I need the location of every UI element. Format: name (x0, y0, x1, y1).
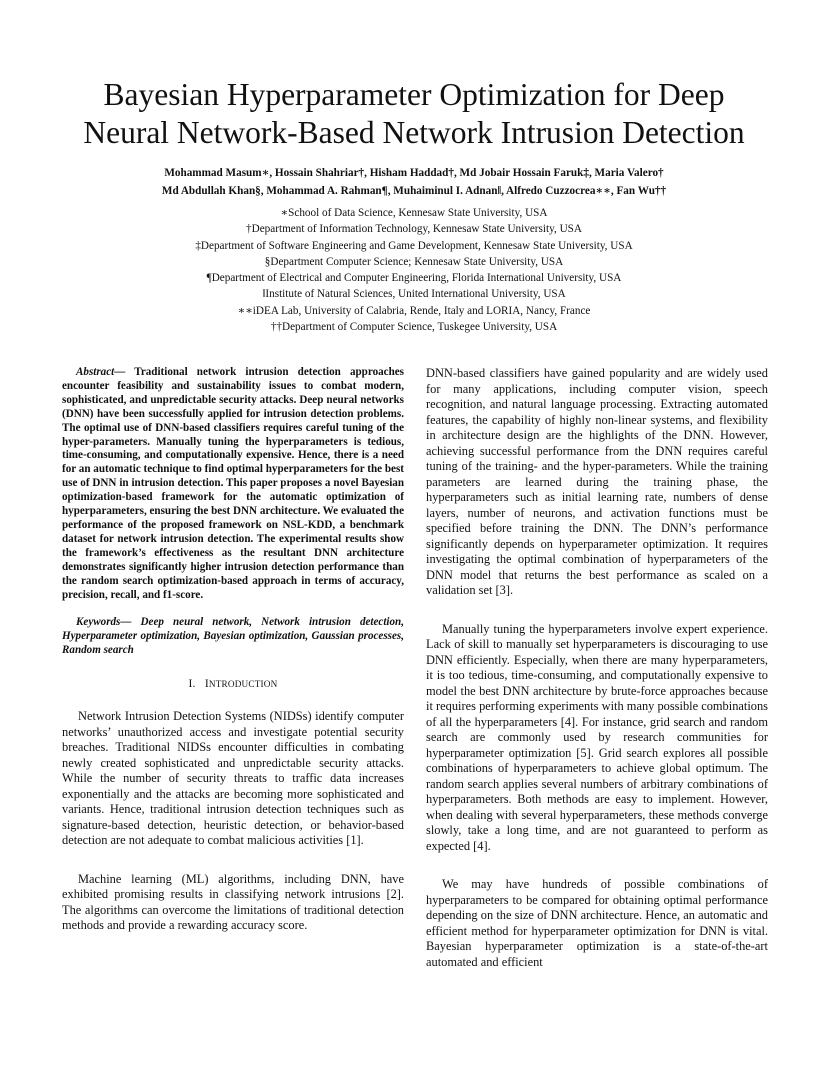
keywords (62, 616, 404, 658)
abstract (62, 366, 404, 602)
section-title-initial: I (204, 678, 209, 691)
affiliation: †Department of Information Technology, Kennesaw State University, USA (246, 223, 582, 236)
title-line-2: Neural Network-Based Network Intrusion Detection (83, 115, 745, 150)
affiliation: ‡Department of Software Engineering and Game Development, Kennesaw State University, USA (195, 239, 633, 252)
keywords-label: Keywords— (76, 616, 132, 629)
affiliation: ∗∗iDEA Lab, University of Calabria, Rende, Italy and LORIA, Nancy, France (237, 304, 591, 317)
body-paragraph: DNN-based classifiers have gained popularity and are widely used for many applications, including computer vision, speech recognition, and natural language processing. Extracting automated features, the capability of highly non-linear systems, and flexibility in architecture design are the highlights of the DNN. However, achieving successful performance from the DNN requires careful tuning of the training- and the hyper-parameters. While the training parameters are learned during the training phase, the hyperparameters such as initial learning rate, numbers of dense layers, number of neurons, and activation functions must be specified before training the DNN. The DNN’s performance significantly depends on hyperparameter optimization. It requires investigating the optimal combination of hyperparameters of the DNN model that returns the best performance as scaled on a validation set [3]. (426, 366, 768, 597)
keywords-text: Deep neural network, Network intrusion detection, Hyperparameter optimization, Bayesian optimization, Gaussian processes, Random search (62, 616, 404, 657)
section-title-rest: NTRODUCTION (208, 679, 278, 690)
affiliation: ¶Department of Electrical and Computer Engineering, Florida International University, USA (206, 272, 622, 285)
authors-line-1: Mohammad Masum∗, Hossain Shahriar†, Hisham Haddad†, Md Jobair Hossain Faruk‡, Maria Valero† (164, 167, 664, 179)
affiliation: ∗School of Data Science, Kennesaw State University, USA (280, 207, 548, 219)
authors-line-2: Md Abdullah Khan§, Mohammad A. Rahman¶, Muhaiminul I. Adnan‖, Alfredo Cuzzocrea∗∗, Fan Wu†† (161, 185, 667, 197)
body-paragraph: We may have hundreds of possible combinations of hyperparameters to be compared for obtaining optimal performance depending on the size of DNN architecture. Hence, an automatic and efficient method for hyperparameter optimization for DNN is vital. Bayesian hyperparameter optimization is a state-of-the-art automated and efficient (426, 877, 768, 969)
body-paragraph: Network Intrusion Detection Systems (NIDSs) identify computer networks’ unauthorized access and investigate potential security breaches. Traditional NIDSs encounter difficulties in combating newly created sophisticated and unpredictable security attacks. While the number of security threats to traffic data increases exponentially and the attacks are becoming more sophisticated and variants. Hence, traditional intrusion detection techniques such as signature-based detection, heuristic detection, or behavior-based detection are not adequate to combat malicious activities [1]. (62, 709, 404, 848)
title-line-1: Bayesian Hyperparameter Optimization for Deep (103, 77, 725, 112)
author-list (40, 164, 788, 200)
section-heading-introduction (62, 677, 404, 691)
abstract-label: Abstract— (76, 366, 126, 378)
affiliation: §Department Computer Science; Kennesaw State University, USA (264, 255, 564, 268)
right-column (426, 366, 768, 970)
paper-title (40, 76, 788, 152)
left-column (62, 366, 404, 934)
affiliation: ††Department of Computer Science, Tuskegee University, USA (270, 321, 558, 334)
affiliation: ‖Institute of Natural Sciences, United International University, USA (262, 288, 566, 301)
body-paragraph: Machine learning (ML) algorithms, including DNN, have exhibited promising results in classifying network intrusions [2]. The algorithms can overcome the limitations of traditional detection methods and provide a rewarding accuracy score. (62, 871, 404, 933)
body-paragraph: Manually tuning the hyperparameters involve expert experience. Lack of skill to manually set hyperparameters is discouraging to use DNN efficiently. Especially, when there are many hyperparameters, it is too tedious, time-consuming, and computationally expensive to model the best DNN architecture by brute-force approaches because it requires performing experiments with many possible combinations of all the hyperparameters [4]. For instance, grid search and random search are commonly used by research communities for hyperparameter optimization [5]. Grid search explores all possible combinations of hyperparameters to achieve global optimum. The random search applies several numbers of arbitrary combinations of hyperparameters. Both methods are easy to implement. However, when dealing with several hyperparameters, these methods converge slowly, take a long time, and are not guaranteed to perform as expected [4]. (426, 621, 768, 853)
section-number: I. (188, 678, 196, 691)
affiliation-list (40, 205, 788, 335)
abstract-text: Traditional network intrusion detection approaches encounter feasibility and sustainability issues to combat modern, sophisticated, and unpredictable security attacks. Deep neural networks (DNN) have been successfully applied for intrusion detection problems. The optimal use of DNN-based classifiers requires careful tuning of the hyper-parameters. Manually tuning the hyperparameters is tedious, time-consuming, and computationally expensive. Hence, there is a need for an automatic technique to find optimal hyperparameters for the best use of DNN in intrusion detection. This paper proposes a novel Bayesian optimization-based framework for the automatic optimization of hyperparameters, ensuring the best DNN architecture. We evaluated the performance of the proposed framework on NSL-KDD, a benchmark dataset for network intrusion detection. The experimental results show the framework’s effectiveness as the resultant DNN architecture demonstrates significantly higher intrusion detection performance than the random search optimization-based approach in terms of accuracy, precision, recall, and f1-score. (62, 366, 405, 601)
